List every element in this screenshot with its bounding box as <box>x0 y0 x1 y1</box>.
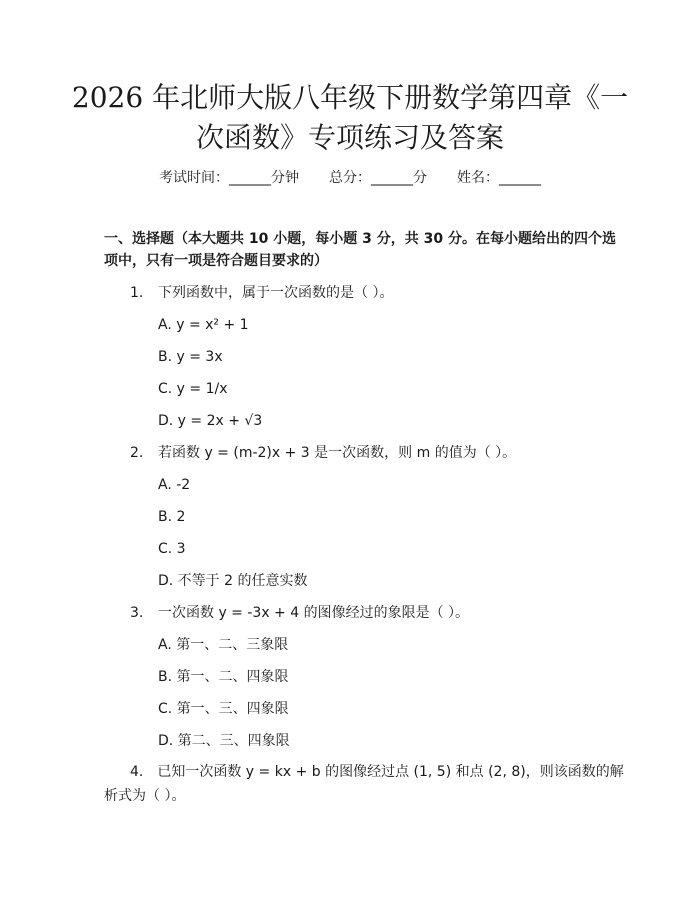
option-1b: B. y = 3x <box>158 349 223 365</box>
option-1c: C. y = 1/x <box>158 381 228 397</box>
question-text: 一次函数 y = -3x + 4 的图像经过的象限是（ ）。 <box>158 605 470 621</box>
option-3c: C. 第一、三、四象限 <box>158 701 289 717</box>
question-4 <box>104 760 624 808</box>
name-label: 姓名：______ <box>457 170 541 186</box>
question-number: 2. <box>130 445 144 461</box>
option-2c: C. 3 <box>158 541 186 557</box>
option-2a: A. -2 <box>158 477 191 493</box>
option-3a: A. 第一、二、三象限 <box>158 637 289 653</box>
question-text: 已知一次函数 y = kx + b 的图像经过点 (1, 5) 和点 (2, 8)，则该函数的解析式为（ ）。 <box>104 764 624 804</box>
title-line-1: 2026 年北师大版八年级下册数学第四章《一 <box>71 81 629 114</box>
question-number: 3. <box>130 605 144 621</box>
question-1 <box>130 282 393 304</box>
option-2d: D. 不等于 2 的任意实数 <box>158 573 308 589</box>
question-2 <box>130 442 516 464</box>
page-title <box>60 78 640 158</box>
section-heading: 一、选择题（本大题共 10 小题，每小题 3 分，共 30 分。在每小题给出的四个选项中，只有一项是符合题目要求的） <box>104 231 616 269</box>
title-line-2: 次函数》专项练习及答案 <box>195 121 504 154</box>
question-text: 下列函数中，属于一次函数的是（ ）。 <box>158 285 394 301</box>
question-number: 1. <box>130 285 144 301</box>
option-1d: D. y = 2x + √3 <box>158 413 263 429</box>
question-number: 4. <box>130 764 144 780</box>
option-3d: D. 第二、三、四象限 <box>158 733 290 749</box>
time-label: 考试时间：______分钟 <box>159 170 299 186</box>
exam-meta <box>0 168 700 188</box>
question-text: 若函数 y = (m-2)x + 3 是一次函数，则 m 的值为（ ）。 <box>158 445 517 461</box>
option-1a: A. y = x² + 1 <box>158 317 249 333</box>
score-label: 总分：______分 <box>329 170 427 186</box>
option-3b: B. 第一、二、四象限 <box>158 669 289 685</box>
question-3 <box>130 602 469 624</box>
option-2b: B. 2 <box>158 509 186 525</box>
